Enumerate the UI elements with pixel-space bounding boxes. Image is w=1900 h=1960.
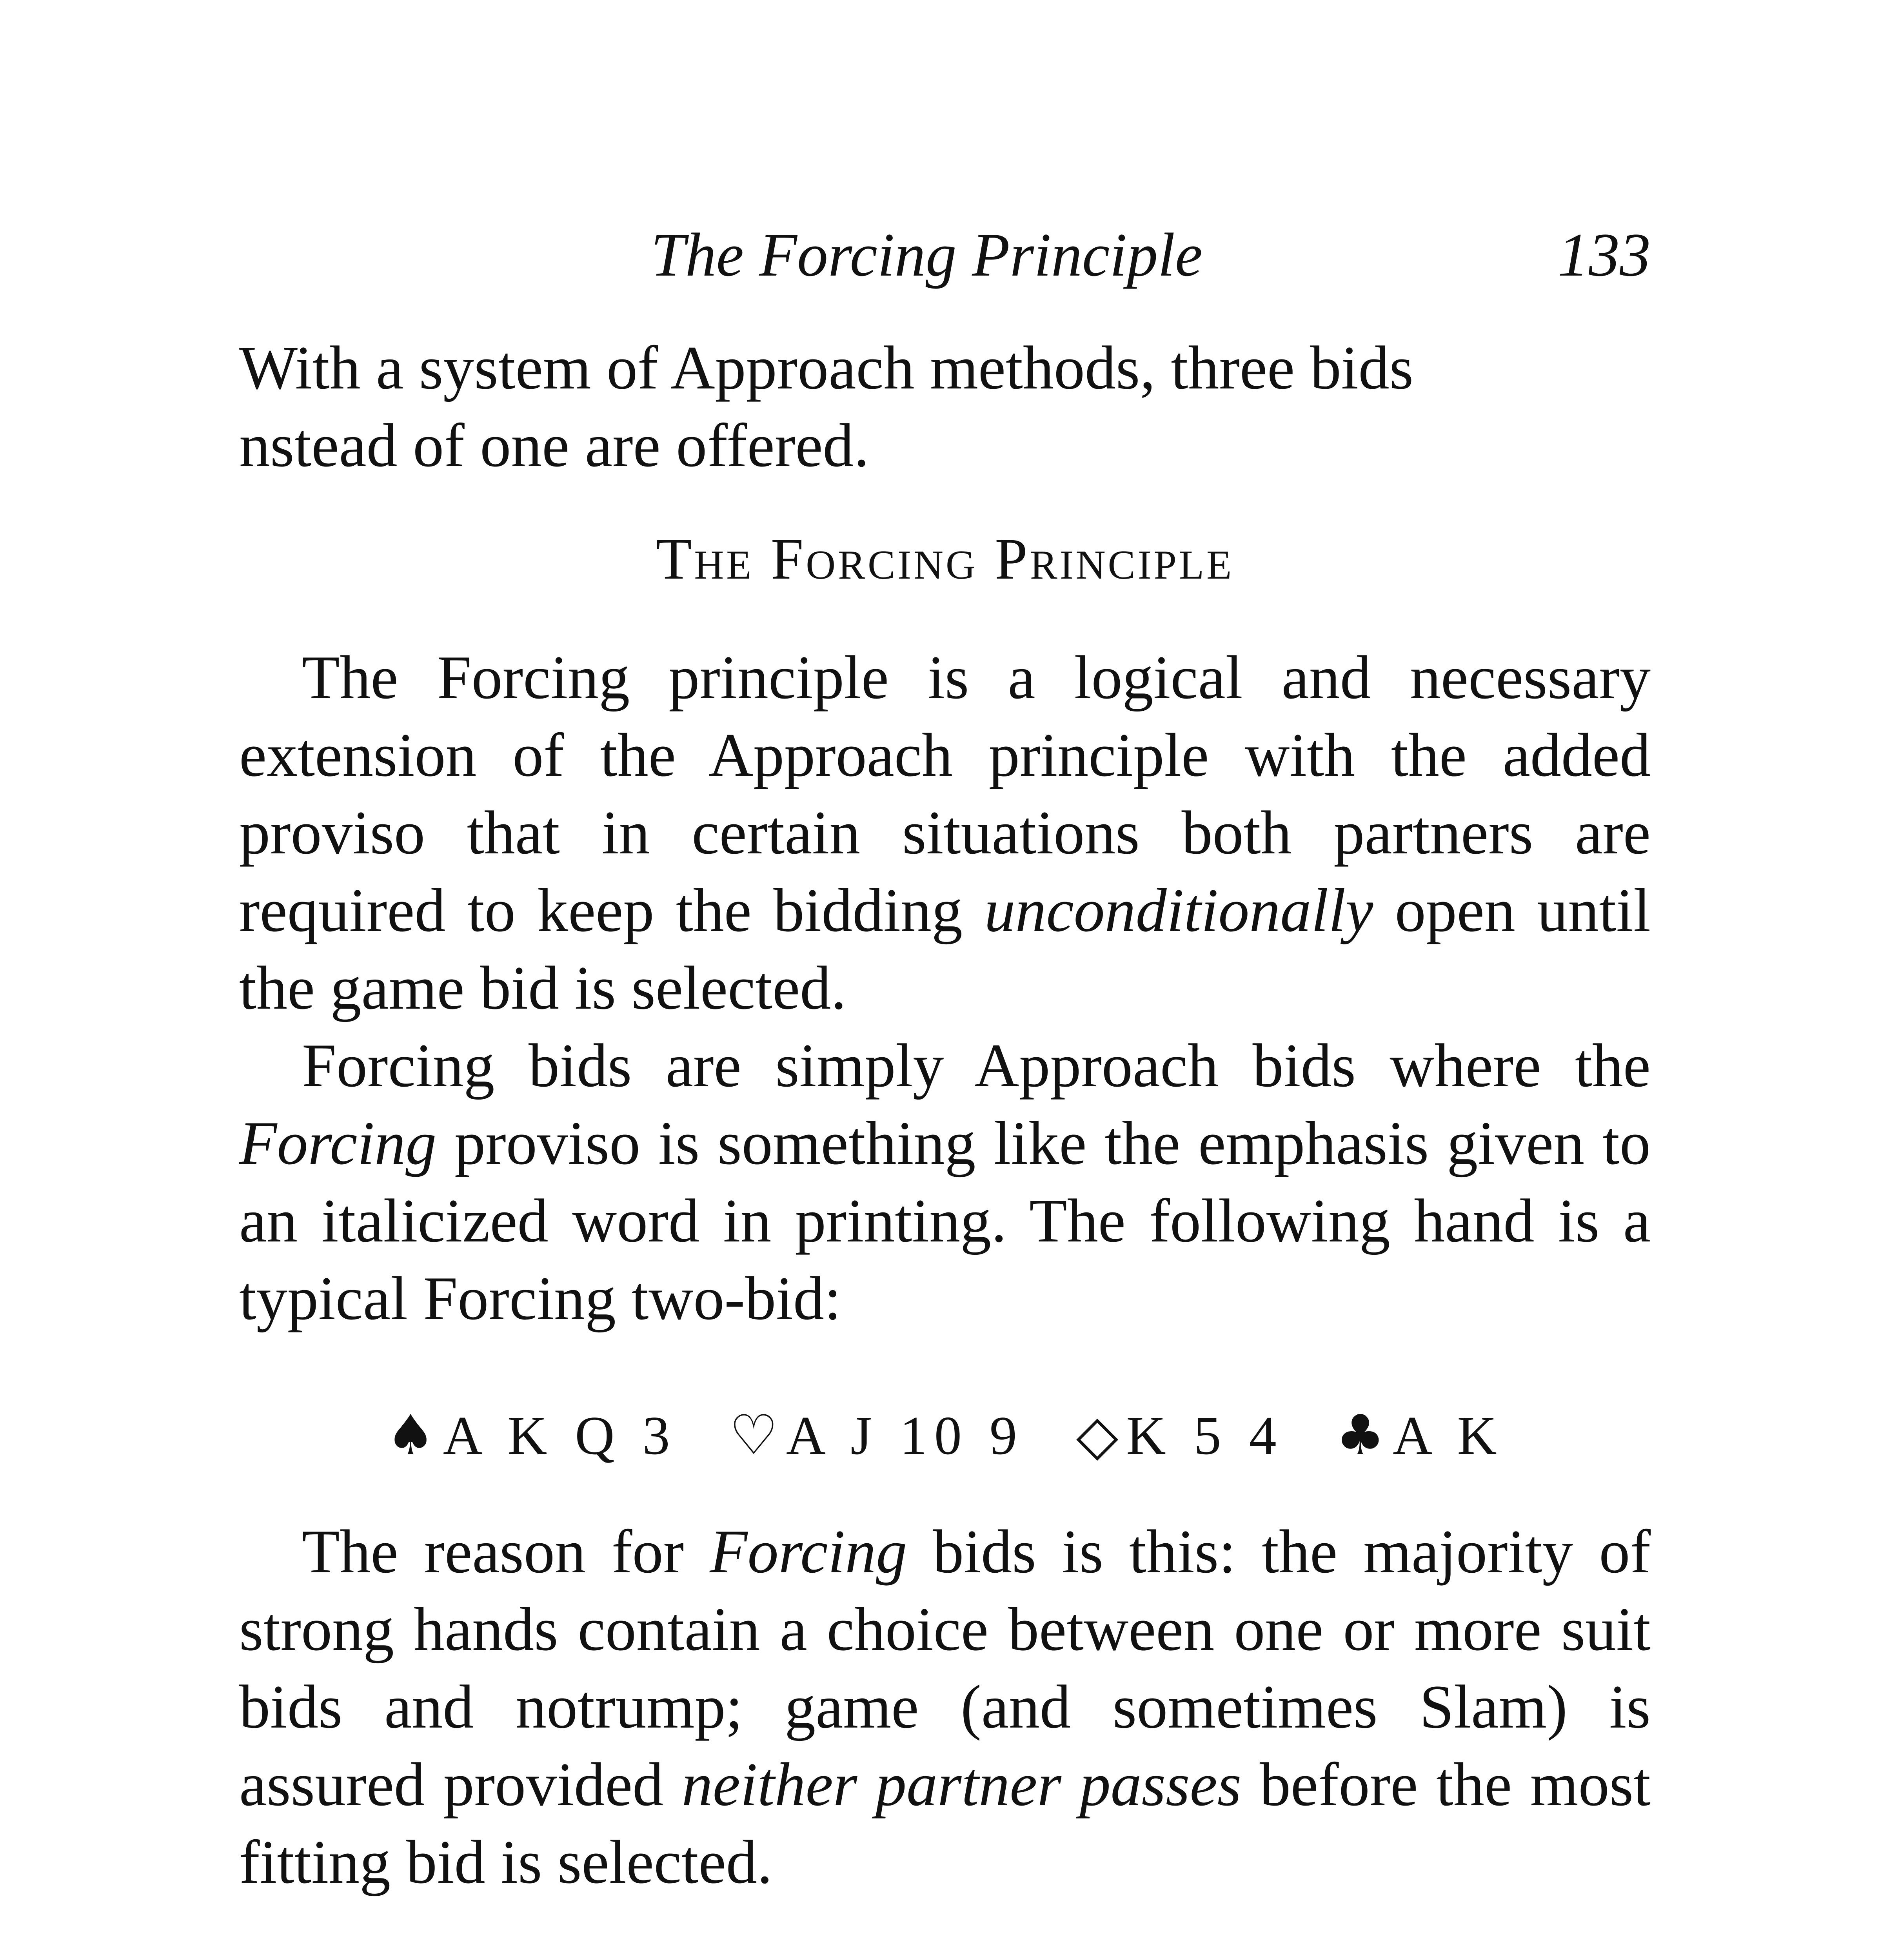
italic-phrase: neither partner passes <box>681 1750 1242 1819</box>
paragraph-text: proviso is something like the emphasis given to an italicized word in printing. The following hand is a typical Forcing two-bid: <box>239 1109 1651 1333</box>
paragraph-forcing-principle <box>239 639 1651 1027</box>
paragraph-text: open until the game bid is selected. <box>239 876 1651 1022</box>
italic-word: unconditionally <box>984 876 1373 945</box>
heart-icon: ♡ <box>729 1403 778 1467</box>
paragraph-text: The reason for <box>302 1517 710 1586</box>
page-header <box>239 220 1651 306</box>
diamond-cards: K 5 4 <box>1126 1405 1284 1466</box>
paragraph-forcing-bids <box>239 1027 1651 1338</box>
paragraph-text: bids is this: the majority of strong hands contain a choice between one or more suit bids and notrump; game (and sometimes Slam) is assured provided <box>239 1517 1651 1819</box>
italic-word: Forcing <box>239 1109 437 1178</box>
running-title: The Forcing Principle <box>651 221 1203 289</box>
intro-line-1: With a system of Approach methods, three bids <box>239 334 1414 402</box>
spade-icon: ♠ <box>386 1403 435 1467</box>
body-section-1 <box>239 639 1651 1338</box>
bridge-hand-1 <box>239 1403 1651 1467</box>
intro-line-2: nstead of one are offered. <box>239 411 870 480</box>
suit-hearts <box>729 1403 1024 1467</box>
paragraph-text: Forcing bids are simply Approach bids where the <box>302 1031 1651 1100</box>
heart-cards: A J 10 9 <box>786 1405 1024 1466</box>
spade-cards: A K Q 3 <box>443 1405 677 1466</box>
paragraph-text: before the most fitting bid is selected. <box>239 1750 1651 1896</box>
diamond-icon: ◇ <box>1076 1403 1119 1467</box>
intro-paragraph <box>239 329 1651 485</box>
suit-spades <box>386 1403 677 1467</box>
club-icon: ♣ <box>1335 1403 1385 1467</box>
suit-clubs <box>1336 1403 1504 1467</box>
club-cards: A K <box>1393 1405 1504 1466</box>
page-number: 133 <box>1558 221 1651 289</box>
italic-word: Forcing <box>710 1517 907 1586</box>
paragraph-reason <box>239 1513 1651 1901</box>
body-section-2 <box>239 1513 1651 1901</box>
suit-diamonds <box>1076 1403 1284 1467</box>
paragraph-text: The Forcing principle is a logical and necessary extension of the Approach principle with the added proviso that in certain situations both partners are required to keep the bidding <box>239 643 1651 945</box>
section-heading: The Forcing Principle <box>656 526 1234 592</box>
